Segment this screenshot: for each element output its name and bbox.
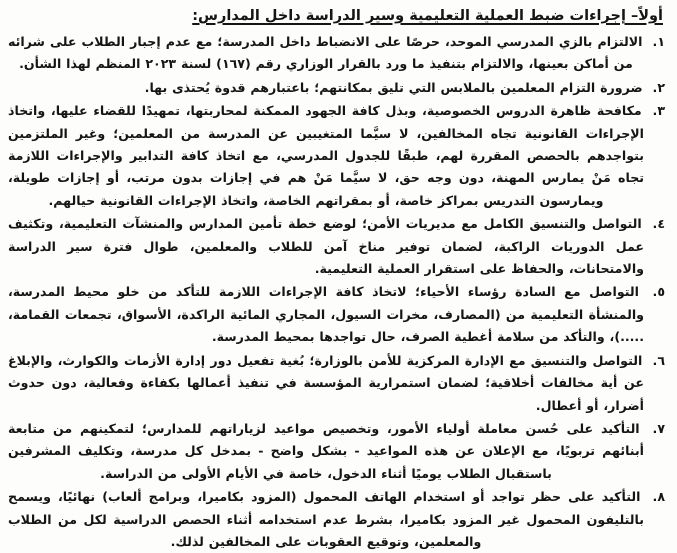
document-title-text: أولاً– إجراءات ضبط العملية التعليمية وسير الدراسة داخل المدارس: <box>192 8 663 24</box>
list-item <box>8 418 665 485</box>
numbered-list <box>8 31 665 553</box>
item-text: التواصل مع السادة رؤساء الأحياء؛ لاتخاذ كافة الإجراءات اللازمة للتأكد من خلو محيط المدرسة، والمنشأة التعليمية من (المصارف، مخرات السيول، المجاري المائية الراكدة، الأسواق، تجمعات القمامة، .....)، والتأكد من سلامة أغطية الصرف، حال تواجدها بمحيط المدرسة. <box>8 284 644 345</box>
item-text: التأكيد على حُسن معاملة أولياء الأمور، وتخصيص مواعيد لزياراتهم للمدارس؛ لتمكينهم من متابعة أبنائهم تربويًا، مع الإعلان عن هذه المواعيد - بشكل واضح - بمدخل كل مدرسة، وتكليف المشرفين باستقبال الطلاب يوميًا أثناء الدخول، خاصة في الأيام الأولى من الدراسة. <box>8 420 644 481</box>
list-item <box>8 213 665 280</box>
list-item <box>8 31 665 76</box>
list-item <box>8 281 665 348</box>
item-number: ١. <box>652 34 665 49</box>
item-text: مكافحة ظاهرة الدروس الخصوصية، وبذل كافة الجهود الممكنة لمحاربتها، تمهيدًا للقضاء عليها، واتخاذ الإجراءات القانونية تجاه المخالفين، لا سيَّما المتغيبين عن المدرسة من المعلمين؛ وغير الملتزمين بتواجدهم بالحصص المقررة لهم، طبقًا للجدول المدرسي، مع اتخاذ كافة التدابير والإجراءات اللازمة تجاه مَنْ يمارس المهنة، دون وجه حق، لا سيَّما مَنْ هم في إجازات بدون مرتب، أو إجازات طويلة، ويمارسون التدريس بمراكز خاصة، أو بمقراتهم الخاصة، واتخاذ الإجراءات القانونية حيالهم. <box>8 103 644 208</box>
list-item <box>8 350 665 417</box>
item-text: ضرورة التزام المعلمين بالملابس التي تليق بمكانتهم؛ باعتبارهم قدوة يُحتذى بها. <box>144 79 643 95</box>
item-number: ٧. <box>652 420 665 436</box>
item-number: ٤. <box>652 216 665 232</box>
item-text: الالتزام بالزي المدرسي الموحد، حرصًا على الانضباط داخل المدرسة؛ مع عدم إجبار الطلاب على شرائه من أماكن بعينها، والالتزام بتنفيذ ما ورد بالقرار الوزاري رقم (١٦٧) لسنة ٢٠٢٣ المنظم لهذا الشأن. <box>8 34 643 72</box>
list-item <box>8 100 665 212</box>
item-number: ٣. <box>652 103 665 119</box>
item-number: ٦. <box>652 352 665 368</box>
item-number: ٨. <box>652 489 665 505</box>
item-text: التأكيد على حظر تواجد أو استخدام الهاتف المحمول (المزود بكاميرا، وبرامج ألعاب) نهائيًا، ويسمح بالتليفون المحمول غير المزود بكاميرا، بشرط عدم استخدامه أثناء الحصص الدراسية لكل من الطلاب والمعلمين، وتوقيع العقوبات على المخالفين لذلك. <box>8 489 644 549</box>
list-item <box>8 77 665 99</box>
document-title <box>8 8 663 24</box>
item-number: ٢. <box>652 79 665 95</box>
list-item <box>8 486 665 553</box>
item-text: التواصل والتنسيق الكامل مع مديريات الأمن؛ لوضع خطة تأمين المدارس والمنشآت التعليمية، وتكثيف عمل الدوريات الراكبة، لضمان توفير مناخ آمن للطلاب والمعلمين، طوال فترة سير الدراسة والامتحانات، والحفاظ على استقرار العملية التعليمية. <box>8 216 644 277</box>
item-text: التواصل والتنسيق مع الإدارة المركزية للأمن بالوزارة؛ بُغية تفعيل دور إدارة الأزمات والكوارث، والإبلاغ عن أية مخالفات أخلاقية؛ لضمان استمرارية المؤسسة في تنفيذ أعمالها بكفاءة وفعالية، دون حدوث أضرار، أو أعطال. <box>8 352 644 413</box>
item-number: ٥. <box>652 284 665 300</box>
